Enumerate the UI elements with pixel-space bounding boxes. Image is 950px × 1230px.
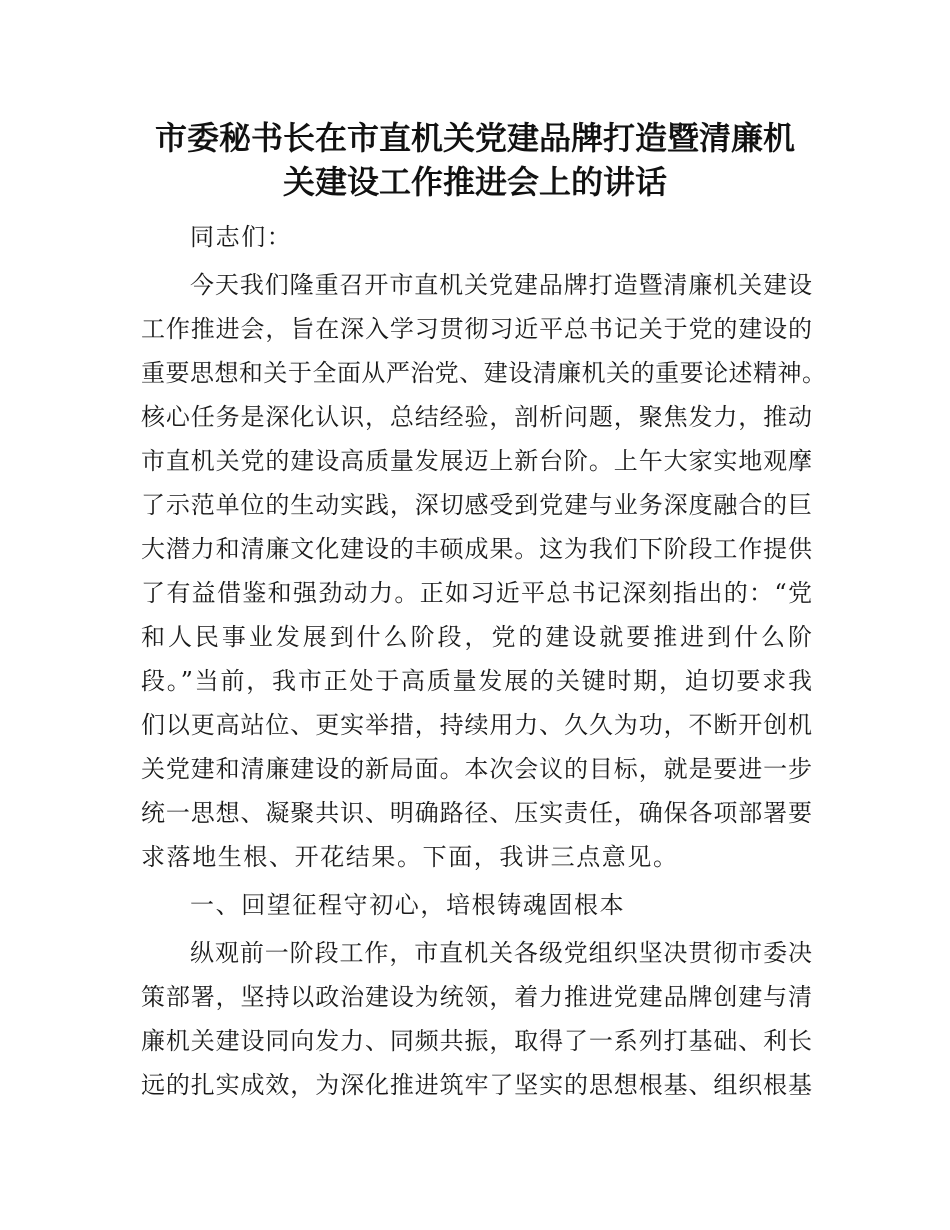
paragraph-1-line: 求落地生根、开花结果。下面，我讲三点意见。 bbox=[141, 843, 679, 871]
paragraph-1-line: 关党建和清廉建设的新局面。本次会议的目标，就是要进一步 bbox=[141, 755, 812, 783]
paragraph-1-line: 今天我们隆重召开市直机关党建品牌打造暨清廉机关建设 bbox=[190, 271, 812, 299]
paragraph-2-line: 纵观前一阶段工作，市直机关各级党组织坚决贯彻市委决 bbox=[190, 939, 812, 967]
section-heading-1: 一、回望征程守初心，培根铸魂固根本 bbox=[190, 891, 626, 919]
paragraph-1-line: 重要思想和关于全面从严治党、建设清廉机关的重要论述精神。 bbox=[141, 359, 826, 387]
paragraph-1-line: 了有益借鉴和强劲动力。正如习近平总书记深刻指出的：“党 bbox=[141, 579, 812, 607]
paragraph-1-line: 们以更高站位、更实举措，持续用力、久久为功，不断开创机 bbox=[141, 711, 812, 739]
paragraph-2-line: 远的扎实成效，为深化推进筑牢了坚实的思想根基、组织根基 bbox=[141, 1071, 812, 1099]
salutation: 同志们： bbox=[190, 223, 293, 251]
paragraph-1-line: 了示范单位的生动实践，深切感受到党建与业务深度融合的巨 bbox=[141, 491, 812, 519]
document-title-line-1: 市委秘书长在市直机关党建品牌打造暨清廉机 bbox=[154, 119, 795, 157]
paragraph-1-line: 大潜力和清廉文化建设的丰硕成果。这为我们下阶段工作提供 bbox=[141, 535, 812, 563]
paragraph-1-line: 核心任务是深化认识，总结经验，剖析问题，聚焦发力，推动 bbox=[141, 403, 812, 431]
paragraph-1-line: 市直机关党的建设高质量发展迈上新台阶。上午大家实地观摩 bbox=[141, 447, 812, 475]
paragraph-2-line: 廉机关建设同向发力、同频共振，取得了一系列打基础、利长 bbox=[141, 1027, 812, 1055]
paragraph-1-line: 工作推进会，旨在深入学习贯彻习近平总书记关于党的建设的 bbox=[141, 315, 812, 343]
paragraph-1-line: 段。”当前，我市正处于高质量发展的关键时期，迫切要求我 bbox=[141, 667, 812, 695]
document-title-line-2: 关建设工作推进会上的讲话 bbox=[282, 163, 667, 201]
paragraph-1-line: 和人民事业发展到什么阶段，党的建设就要推进到什么阶 bbox=[141, 623, 812, 651]
paragraph-2-line: 策部署，坚持以政治建设为统领，着力推进党建品牌创建与清 bbox=[141, 983, 812, 1011]
paragraph-1-line: 统一思想、凝聚共识、明确路径、压实责任，确保各项部署要 bbox=[141, 799, 812, 827]
